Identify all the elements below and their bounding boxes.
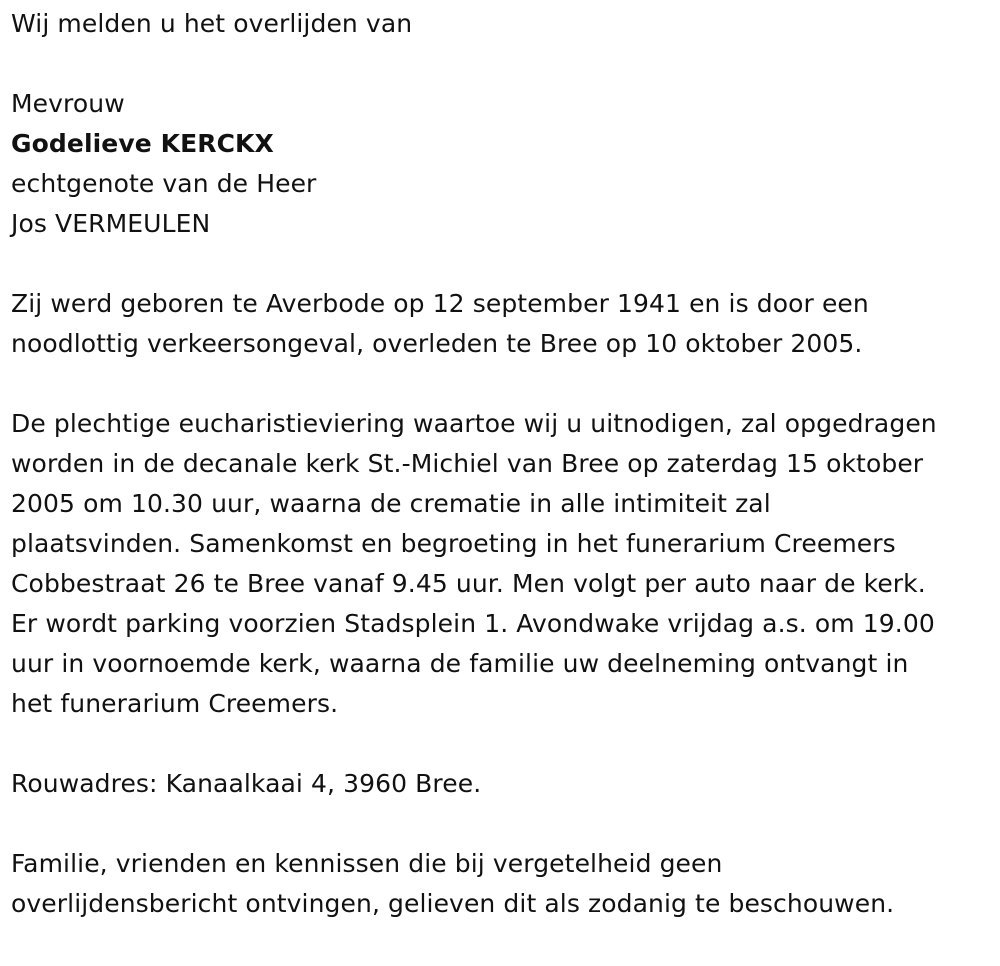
relation-text: echtgenote van de Heer xyxy=(11,169,317,198)
intro-text: Wij melden u het overlijden van xyxy=(11,9,413,38)
paragraph-line: uur in voornoemde kerk, waarna de familie uw deelneming ontvangt in xyxy=(11,649,909,678)
ceremony-paragraph xyxy=(11,404,996,724)
paragraph-line: De plechtige eucharistieviering waartoe wij u uitnodigen, zal opgedragen xyxy=(11,409,937,438)
birth-death-paragraph xyxy=(11,284,996,364)
paragraph-line: Er wordt parking voorzien Stadsplein 1. Avondwake vrijdag a.s. om 19.00 xyxy=(11,609,935,638)
closing-paragraph xyxy=(11,844,996,924)
salutation: Mevrouw xyxy=(11,89,125,118)
deceased-block xyxy=(11,84,996,244)
paragraph-line: plaatsvinden. Samenkomst en begroeting in het funerarium Creemers xyxy=(11,529,896,558)
paragraph-line: Familie, vrienden en kennissen die bij vergetelheid geen xyxy=(11,849,723,878)
obituary-notice xyxy=(11,4,996,924)
paragraph-line: overlijdensbericht ontvingen, gelieven dit als zodanig te beschouwen. xyxy=(11,889,895,918)
paragraph-line: Cobbestraat 26 te Bree vanaf 9.45 uur. Men volgt per auto naar de kerk. xyxy=(11,569,926,598)
paragraph-line: 2005 om 10.30 uur, waarna de crematie in alle intimiteit zal xyxy=(11,489,771,518)
address-paragraph xyxy=(11,764,996,804)
mourning-address: Rouwadres: Kanaalkaai 4, 3960 Bree. xyxy=(11,769,482,798)
deceased-name: Godelieve KERCKX xyxy=(11,129,274,158)
paragraph-line: Zij werd geboren te Averbode op 12 september 1941 en is door een xyxy=(11,289,869,318)
spouse-name: Jos VERMEULEN xyxy=(11,209,211,238)
paragraph-line: het funerarium Creemers. xyxy=(11,689,339,718)
paragraph-line: worden in de decanale kerk St.-Michiel van Bree op zaterdag 15 oktober xyxy=(11,449,924,478)
paragraph-line: noodlottig verkeersongeval, overleden te Bree op 10 oktober 2005. xyxy=(11,329,863,358)
